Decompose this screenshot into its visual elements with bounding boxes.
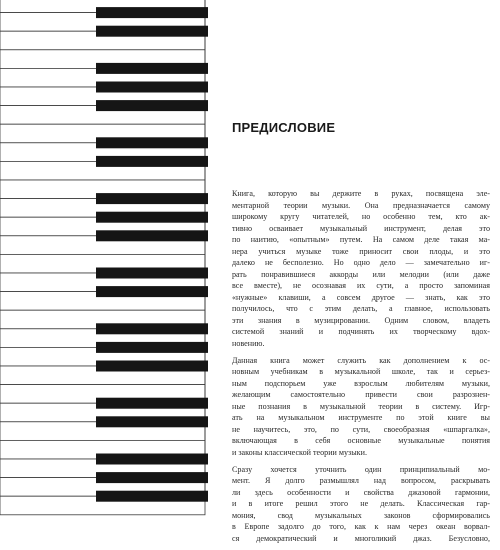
text-line: мент. Я долго размышлял над вопросом, раскрывать xyxy=(232,476,490,485)
paragraph xyxy=(232,355,490,459)
text-line: тивно осваивает музыкальный инструмент, делая это xyxy=(232,223,490,233)
text-line: и в итоге решил этого не делать. Классическая гар- xyxy=(232,499,490,508)
text-line: ся демократический и многоликий джаз. Безусловно, xyxy=(232,533,490,543)
text-line: ли здесь особенности и свойства джазовой гармонии, xyxy=(232,487,490,497)
black-key xyxy=(96,156,208,167)
black-key xyxy=(96,398,208,409)
text-line: «нужные» клавиши, а совсем другое — знать, как это xyxy=(232,292,490,302)
black-key xyxy=(96,7,208,18)
black-key xyxy=(96,416,208,427)
text-line: получилось, что с этим делать, а главное, использовать xyxy=(232,304,490,313)
black-key xyxy=(96,26,208,37)
text-line: ать на музыкальном инструменте по этой книге вы xyxy=(232,413,490,422)
black-key xyxy=(96,100,208,111)
black-key xyxy=(96,137,208,148)
text-line: и законы классической теории музыки. xyxy=(232,447,367,457)
black-key xyxy=(96,323,208,334)
black-key xyxy=(96,491,208,502)
black-key xyxy=(96,230,208,241)
text-line: далеко не бесполезно. Но одно дело — замечательно иг- xyxy=(232,258,490,267)
black-key xyxy=(96,82,208,93)
text-line: мония, свод музыкальных законов сформировались xyxy=(232,510,490,520)
black-key xyxy=(96,268,208,279)
text-line: включающая в себя основные музыкальные понятия xyxy=(232,436,490,445)
text-line: Сразу хочется уточнить один принципиальный мо- xyxy=(232,464,490,474)
text-line: ным подспорьем уже взрослым любителям музыки, xyxy=(232,378,490,388)
text-line: нера учиться музыке тоже приносит свои плоды, и это xyxy=(232,246,490,256)
text-line: эти знания в музицировании. Одним словом, владеть xyxy=(232,315,490,325)
text-line: Данная книга может служить как дополнением к ос- xyxy=(232,355,490,365)
paragraph xyxy=(232,188,490,349)
paragraph xyxy=(232,464,490,545)
text-line: ментарной теории музыки. Она предназначается самому xyxy=(232,200,490,210)
text-line: все вместе), не осознавая их сути, а просто запоминая xyxy=(232,281,490,290)
page-title: ПРЕДИСЛОВИЕ xyxy=(232,120,336,135)
text-line: рать понравившиеся аккорды или мелодии (или даже xyxy=(232,269,490,279)
black-key xyxy=(96,63,208,74)
black-key xyxy=(96,193,208,204)
text-line: Книга, которую вы держите в руках, посвящена эле- xyxy=(232,189,490,198)
black-key xyxy=(96,361,208,372)
body-text xyxy=(232,188,490,550)
text-line: ные познания в музыкальной теории в систему. Игр- xyxy=(232,401,490,411)
black-key xyxy=(96,472,208,483)
text-line: новению. xyxy=(232,338,265,348)
text-line: не научитесь, это, по сути, своеобразная «шпаргалка», xyxy=(232,424,490,434)
black-key xyxy=(96,212,208,223)
text-line: системой знаний и подчинять их творческому вдох- xyxy=(232,327,490,336)
text-line: по наитию, «опытным» путем. На самом деле такая ма- xyxy=(232,235,490,244)
text-line: желающим самостоятельно привести свои разрознен- xyxy=(232,390,490,399)
piano-keyboard-illustration xyxy=(0,0,210,500)
text-line: широкому кругу читателей, но особенно тем, кто ак- xyxy=(232,212,490,221)
text-line: новным учебникам в музыкальной школе, так и серьез- xyxy=(232,367,490,376)
black-key xyxy=(96,342,208,353)
text-line: в Европе задолго до того, как к нам через океан ворвал- xyxy=(232,522,490,531)
black-key xyxy=(96,286,208,297)
black-key xyxy=(96,454,208,465)
piano-keys xyxy=(0,0,210,500)
